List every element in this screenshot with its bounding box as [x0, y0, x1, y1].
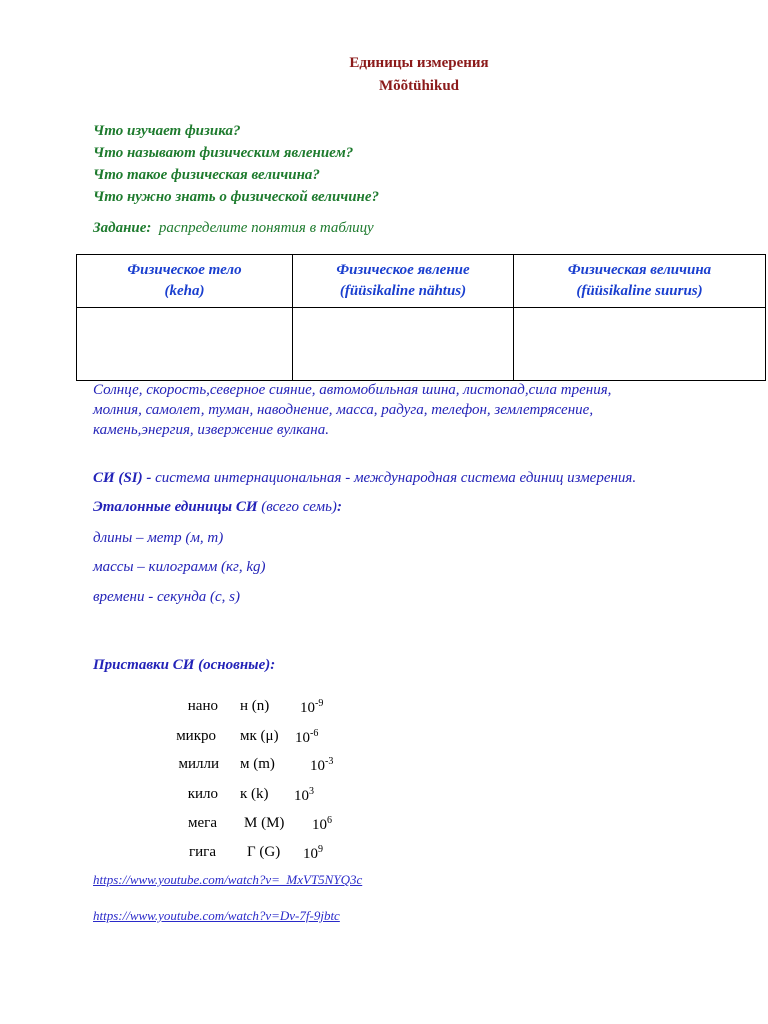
prefix-symbol: Г (G) [247, 844, 281, 860]
video-link-2[interactable]: https://www.youtube.com/watch?v=Dv-7f-9jbtc [93, 908, 340, 923]
concepts-table [76, 254, 766, 381]
prefixes-heading: Приставки СИ (основные): [93, 657, 276, 673]
word-list [93, 380, 763, 440]
header-quantity-ru: Физическая величина [567, 262, 712, 278]
prefix-symbol: к (k) [240, 786, 269, 802]
header-phenomenon-ru: Физическое явление [336, 262, 470, 278]
cell-phenomenon [293, 308, 514, 381]
prefix-name: гига [189, 844, 216, 860]
prefix-name: мега [188, 815, 217, 831]
word-line-1: Солнце, скорость,северное сияние, автомобильная шина, листопад,сила трения, [93, 382, 612, 398]
header-quantity [514, 255, 766, 308]
task-label: Задание: [93, 220, 152, 236]
unit-mass: массы – килограмм (кг, kg) [93, 559, 266, 575]
question-1: Что изучает физика? [93, 123, 241, 139]
prefix-power: $10^3$ [294, 786, 314, 804]
header-body-et: (keha) [164, 283, 205, 299]
header-body [77, 255, 293, 308]
table-empty-row [77, 308, 766, 381]
si-definition [93, 470, 636, 487]
etalon-heading [93, 499, 342, 516]
title-et: Mõõtühikud [378, 78, 460, 94]
video-link-1[interactable]: https://www.youtube.com/watch?v=_MxVT5NYQ3c [93, 872, 363, 887]
prefix-power: $10^{-3}$ [310, 756, 334, 774]
unit-length: длины – метр (м, m) [93, 530, 224, 546]
prefix-power: $10^{-6}$ [295, 728, 319, 746]
header-phenomenon [293, 255, 514, 308]
prefix-symbol: м (m) [240, 756, 275, 772]
etalon-note: (всего семь) [261, 499, 337, 515]
task-text: распределите понятия в таблицу [158, 220, 374, 236]
prefix-name: милли [178, 756, 219, 772]
question-4: Что нужно знать о физической величине? [93, 189, 380, 205]
si-text: система интернациональная - международная система единиц измерения. [155, 470, 637, 486]
prefix-name: кило [187, 786, 218, 802]
task-line [93, 220, 374, 237]
unit-time: времени - секунда (с, s) [93, 589, 241, 605]
table-header-row [77, 255, 766, 308]
cell-quantity [514, 308, 766, 381]
question-3: Что такое физическая величина? [93, 167, 320, 183]
prefix-symbol: н (n) [240, 698, 270, 714]
prefix-power: $10^{-9}$ [300, 698, 324, 716]
question-2: Что называют физическим явлением? [93, 145, 354, 161]
word-line-3: камень,энергия, извержение вулкана. [93, 422, 329, 438]
prefix-name: нано [187, 698, 218, 714]
word-line-2: молния, самолет, туман, наводнение, масса, радуга, телефон, землетрясение, [93, 402, 594, 418]
etalon-label: Эталонные единицы СИ [93, 499, 258, 515]
prefix-symbol: М (M) [244, 815, 285, 831]
header-phenomenon-et: (füüsikaline nähtus) [339, 283, 467, 299]
prefix-name: микро [176, 728, 216, 744]
cell-body [77, 308, 293, 381]
etalon-colon: : [336, 499, 342, 515]
si-abbr: СИ (SI) - [93, 470, 152, 486]
header-body-ru: Физическое тело [127, 262, 242, 278]
prefix-power: $10^9$ [303, 844, 323, 862]
prefix-symbol: мк (μ) [240, 728, 279, 744]
prefix-power: $10^6$ [312, 815, 332, 833]
title-ru: Единицы измерения [349, 55, 489, 71]
header-quantity-et: (füüsikaline suurus) [576, 283, 703, 299]
